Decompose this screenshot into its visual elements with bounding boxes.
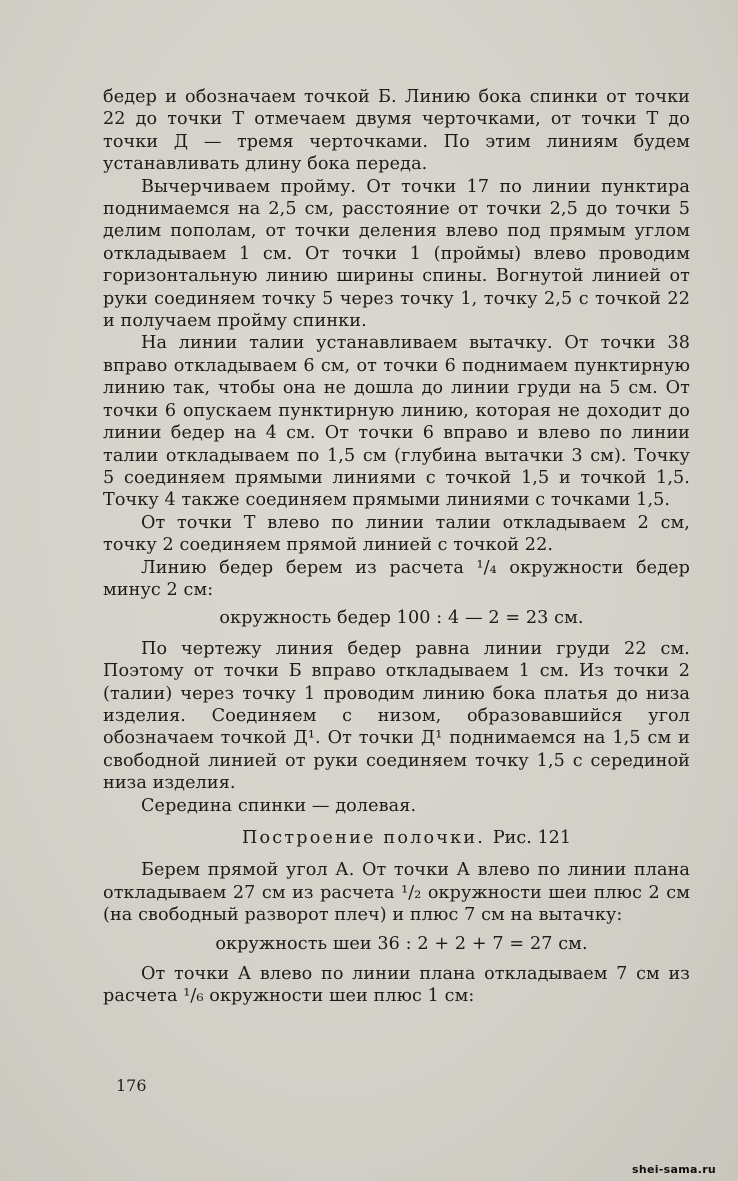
formula-neck: окружность шеи 36 : 2 + 2 + 7 = 27 см.: [215, 933, 588, 954]
paragraph: Вычерчиваем пройму. От точки 17 по линии пунктира поднимаемся на 2,5 см, расстояние от точки 2,5 до точки 5 делим пополам, от точки деления влево под прямым углом откладываем 1 см. От точки 1 (проймы) влево проводим горизонтальную линию ширины спины. Вогнутой линией от руки соединяем точку 5 через точку 1, точку 2,5 с точкой 22 и получаем пройму спинки.: [103, 176, 690, 332]
section-heading-title: Построение полочки.: [241, 828, 486, 848]
paragraph: По чертежу линия бедер равна линии груди 22 см. Поэтому от точки Б вправо откладываем 1 см. Из точки 2 (талии) через точку 1 проводим линию бока платья до низа изделия. Соединяем с низом, образовавшийся угол обозначаем точкой Д¹. От точки Д¹ поднимаемся на 1,5 см и свободной линией от руки соединяем точку 1,5 с серединой низа изделия.: [103, 638, 690, 794]
paragraph: От точки А влево по линии плана откладываем 7 см из расчета ¹/₆ окружности шеи плюс 1 см:: [103, 964, 690, 1007]
formula-hips: окружность бедер 100 : 4 — 2 = 23 см.: [219, 608, 584, 629]
paragraph: На линии талии устанавливаем вытачку. От точки 38 вправо откладываем 6 см, от точки 6 поднимаем пунктирную линию так, чтобы она не дошла до линии груди на 5 см. От точки 6 опускаем пунктирную линию, которая не доходит до линии бедер на 4 см. От точки 6 вправо и влево по линии талии откладываем по 1,5 см (глубина вытачки 3 см). Точку 5 соединяем прямыми линиями с точкой 1,5 и точкой 1,5. Точку 4 также соединяем прямыми линиями с точками 1,5.: [103, 333, 690, 511]
paragraph: Берем прямой угол А. От точки А влево по линии плана откладываем 27 см из расчета ¹/₂ окружности шеи плюс 2 см (на свободный разворот плеч) и плюс 7 см на вытачку:: [103, 860, 690, 926]
paragraph: От точки Т влево по линии талии откладываем 2 см, точку 2 соединяем прямой линией с точкой 22.: [103, 512, 690, 556]
section-heading: [103, 827, 690, 849]
paragraph: бедер и обозначаем точкой Б. Линию бока спинки от точки 22 до точки Т отмечаем двумя черточками, от точки Т до точки Д — тремя черточками. По этим линиям будем устанавливать длину бока переда.: [103, 87, 690, 175]
watermark: shei-sama.ru: [632, 1163, 717, 1176]
page-number: 176: [116, 1076, 147, 1095]
figure-reference: Рис. 121: [492, 828, 572, 848]
page-text: [103, 86, 690, 1008]
paragraph: Линию бедер берем из расчета ¹/₄ окружности бедер минус 2 см:: [103, 557, 690, 600]
paragraph: Середина спинки — долевая.: [141, 795, 417, 816]
